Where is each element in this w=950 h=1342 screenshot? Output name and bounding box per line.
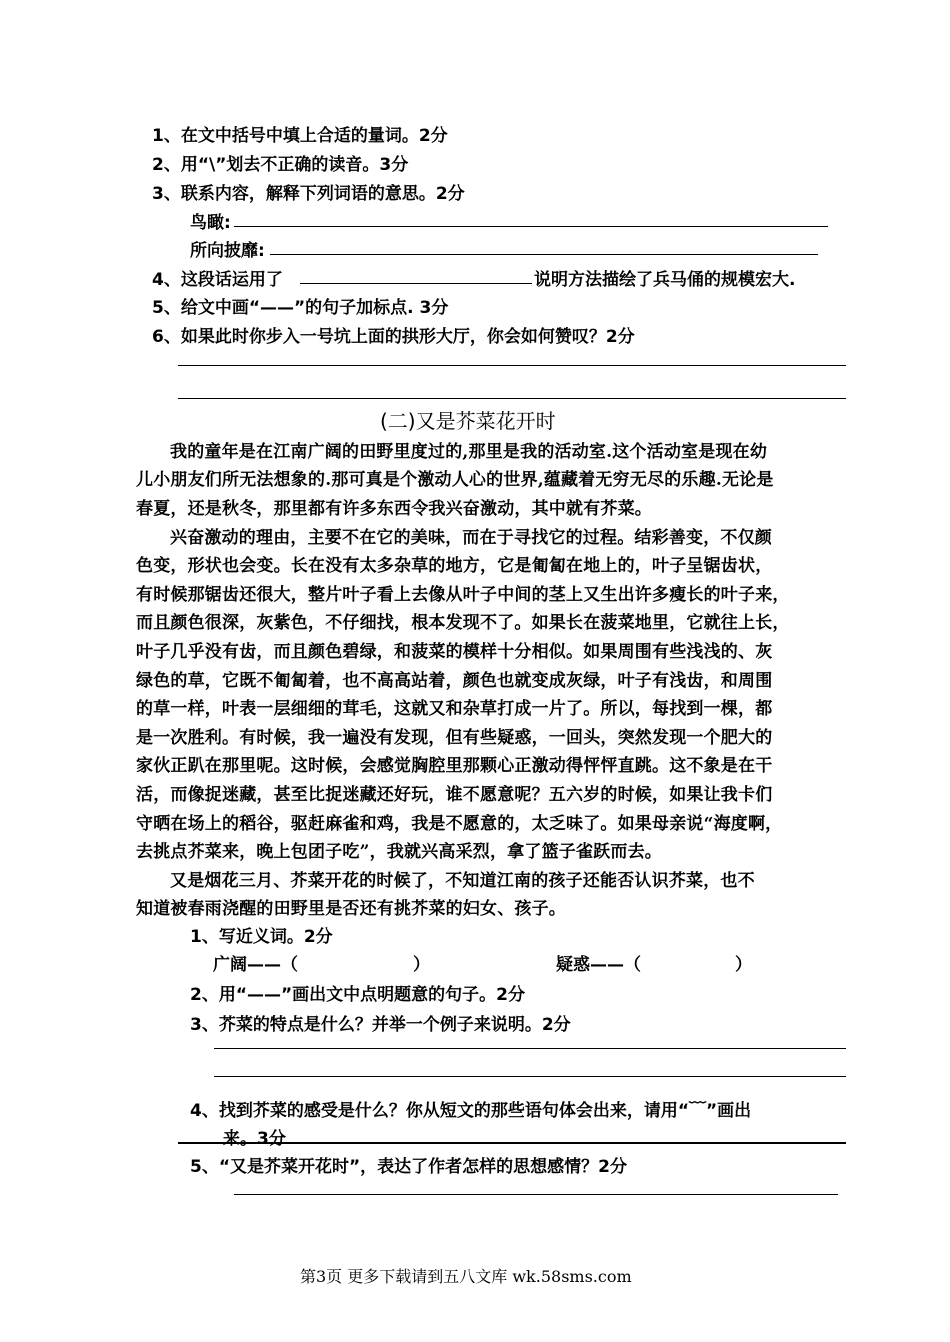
answer-line-s2q4[interactable] [178,1142,846,1144]
passage-line: 有时候那锯齿还很大，整片叶子看上去像从叶子中间的茎上又生出许多瘦长的叶子来， [136,585,790,605]
passage-line: 又是烟花三月、芥菜开花的时候了，不知道江南的孩子还能否认识芥菜，也不 [170,871,755,891]
passage-line: 而且颜色很深，灰紫色，不仔细找，根本发现不了。如果长在菠菜地里，它就往上长， [136,613,790,633]
question-5: 5、给文中画“——”的句子加标点. 3分 [152,298,449,318]
passage-line: 家伙正趴在那里呢。这时候，会感觉胸腔里那颗心正激动得怦怦直跳。这不象是在干 [136,756,773,776]
answer-line-s2q5[interactable] [234,1194,838,1195]
synonym-yihuo-close: ） [735,955,752,975]
question-4-suffix: 说明方法描绘了兵马俑的规模宏大. [534,270,796,290]
passage-line: 我的童年是在江南广阔的田野里度过的,那里是我的活动室.这个活动室是现在幼 [170,442,768,462]
term-suoxiangpimi: 所向披靡: [190,241,265,261]
passage-line: 知道被春雨浇醒的田野里是否还有挑芥菜的妇女、孩子。 [136,899,566,919]
passage-line: 儿小朋友们所无法想象的.那可真是个激动人心的世界,蕴藏着无穷无尽的乐趣.无论是 [136,470,774,490]
s2-question-4-cont: 来。3分 [223,1129,286,1149]
question-6: 6、如果此时你步入一号坑上面的拱形大厅，你会如何赞叹？2分 [152,327,635,347]
answer-line-q4[interactable] [300,283,532,284]
section-title: (二)又是芥菜花开时 [380,409,556,433]
question-1: 1、在文中括号中填上合适的量词。2分 [152,126,448,146]
passage-line: 的草一样，叶表一层细细的茸毛，这就又和杂草打成一片了。所以，每找到一棵，都 [136,699,773,719]
passage-line: 绿色的草，它既不匍匐着，也不高高站着，颜色也就变成灰绿，叶子有浅齿，和周围 [136,671,773,691]
passage-line: 色变，形状也会变。长在没有太多杂草的地方，它是匍匐在地上的，叶子呈锯齿状， [136,556,773,576]
s2-question-4: 4、找到芥菜的感受是什么？你从短文的那些语句体会出来，请用“﹋”画出 [190,1101,752,1121]
synonym-guangkuo-close: ） [413,955,430,975]
answer-line-suoxiangpimi[interactable] [270,254,818,255]
passage-line: 去挑点芥菜来，晚上包团子吃”，我就兴高采烈，拿了篮子雀跃而去。 [136,842,662,862]
answer-line-s2q3-2[interactable] [214,1076,846,1077]
term-niaokan: 鸟瞰: [190,213,231,233]
answer-line-q6-2[interactable] [178,398,846,399]
passage-line: 守晒在场上的稻谷，驱赶麻雀和鸡，我是不愿意的，太乏味了。如果母亲说“海度啊， [136,814,783,834]
page-footer: 第3页 更多下载请到五八文库 wk.58sms.com [300,1267,632,1286]
question-3: 3、联系内容，解释下列词语的意思。2分 [152,184,465,204]
s2-question-2: 2、用“——”画出文中点明题意的句子。2分 [190,985,526,1005]
answer-line-niaokan[interactable] [234,226,828,227]
passage-line: 是一次胜利。有时候，我一遍没有发现，但有些疑惑，一回头，突然发现一个肥大的 [136,728,773,748]
passage-line: 叶子几乎没有齿，而且颜色碧绿，和菠菜的模样十分相似。如果周围有些浅浅的、灰 [136,642,773,662]
s2-question-1: 1、写近义词。2分 [190,927,333,947]
passage-line: 春夏，还是秋冬，那里都有许多东西令我兴奋激动，其中就有芥菜。 [136,499,652,519]
s2-question-5: 5、“又是芥菜开花时”，表达了作者怎样的思想感情？2分 [190,1157,628,1177]
passage-line: 活，而像捉迷藏，甚至比捉迷藏还好玩，谁不愿意呢？五六岁的时候，如果让我卡们 [136,785,773,805]
answer-line-s2q3-1[interactable] [214,1048,846,1049]
synonym-guangkuo-label: 广阔——（ [213,955,298,975]
question-4-prefix: 4、这段话运用了 [152,270,283,290]
s2-question-3: 3、芥菜的特点是什么？并举一个例子来说明。2分 [190,1015,571,1035]
answer-line-q6-1[interactable] [178,365,846,366]
question-2: 2、用“\”划去不正确的读音。3分 [152,155,409,175]
synonym-yihuo-label: 疑惑——（ [556,955,641,975]
passage-line: 兴奋激动的理由，主要不在它的美味，而在于寻找它的过程。结彩善变，不仅颜 [170,528,772,548]
